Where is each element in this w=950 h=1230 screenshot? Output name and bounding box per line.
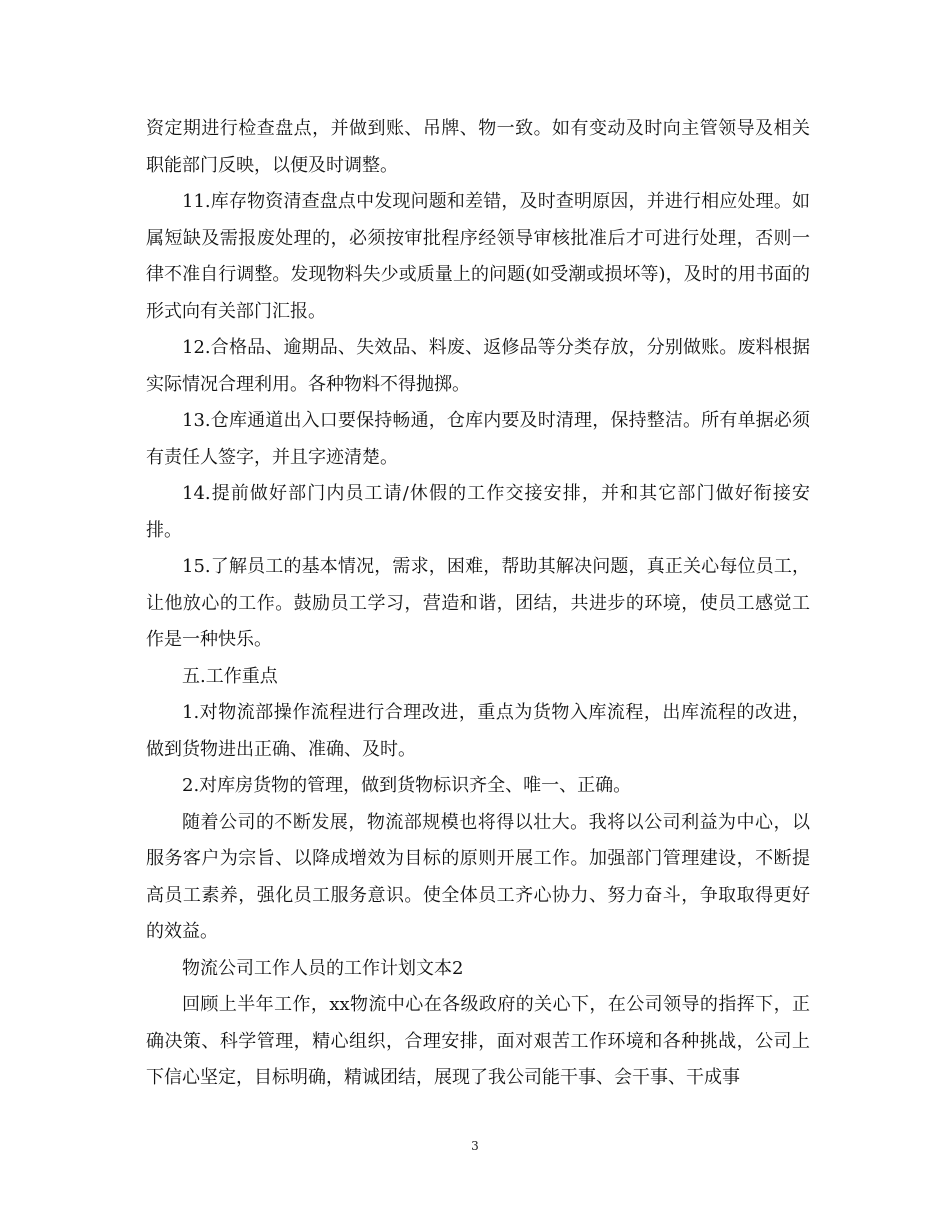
- page-number: 3: [471, 1139, 479, 1153]
- paragraph-continuation: 资定期进行检查盘点，并做到账、吊牌、物一致。如有变动及时向主管领导及相关职能部门反映，以便及时调整。: [146, 118, 810, 176]
- document-body: [146, 111, 810, 1097]
- paragraph-item-14: 14.提前做好部门内员工请/休假的工作交接安排，并和其它部门做好衔接安排。: [146, 483, 810, 541]
- section-heading-work-focus: 五.工作重点: [182, 665, 278, 687]
- paragraph-item-13: 13.仓库通道出入口要保持畅通，仓库内要及时清理，保持整洁。所有单据必须有责任人签字，并且字迹清楚。: [146, 410, 810, 468]
- paragraph-item-11: 11.库存物资清查盘点中发现问题和差错，及时查明原因，并进行相应处理。如属短缺及需报废处理的，必须按审批程序经领导审核批准后才可进行处理，否则一律不准自行调整。发现物料失少或质量上的问题(如受潮或损坏等)，及时的用书面的形式向有关部门汇报。: [146, 191, 810, 322]
- document-subtitle: 物流公司工作人员的工作计划文本2: [182, 957, 464, 979]
- paragraph-focus-1: 1.对物流部操作流程进行合理改进，重点为货物入库流程，出库流程的改进，做到货物进出正确、准确、及时。: [146, 702, 810, 760]
- paragraph-review: 回顾上半年工作，xx物流中心在各级政府的关心下，在公司领导的指挥下，正确决策、科学管理，精心组织，合理安排，面对艰苦工作环境和各种挑战，公司上下信心坚定，目标明确，精诚团结，展现了我公司能干事、会干事、干成事: [146, 994, 810, 1088]
- paragraph-focus-2: 2.对库房货物的管理，做到货物标识齐全、唯一、正确。: [182, 775, 632, 796]
- paragraph-item-15: 15.了解员工的基本情况，需求，困难，帮助其解决问题，真正关心每位员工，让他放心的工作。鼓励员工学习，营造和谐，团结，共进步的环境，使员工感觉工作是一种快乐。: [146, 556, 810, 650]
- paragraph-conclusion: 随着公司的不断发展，物流部规模也将得以壮大。我将以公司利益为中心，以服务客户为宗旨、以降成增效为目标的原则开展工作。加强部门管理建设，不断提高员工素养，强化员工服务意识。使全体员工齐心协力、努力奋斗，争取取得更好的效益。: [146, 811, 810, 942]
- paragraph-item-12: 12.合格品、逾期品、失效品、料废、返修品等分类存放，分别做账。废料根据实际情况合理利用。各种物料不得抛掷。: [146, 337, 810, 395]
